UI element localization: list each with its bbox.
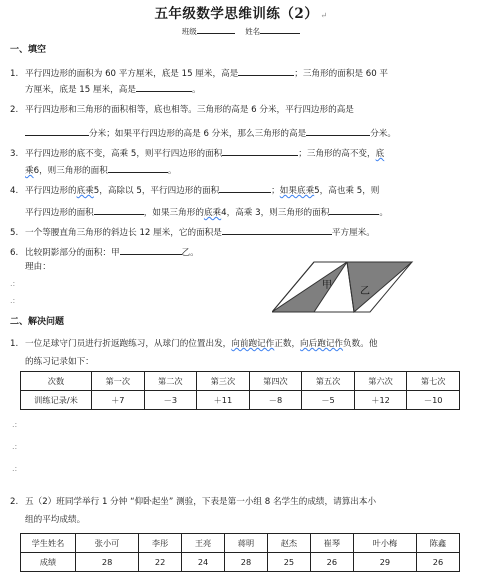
name-label: 姓名: [245, 27, 261, 36]
table-cell: 26: [310, 553, 353, 572]
table-cell: 22: [139, 553, 182, 572]
page-title: 五年级数学思维训练（2） ↵: [154, 6, 328, 22]
table-cell: 第二次: [144, 372, 197, 391]
table-cell: 第五次: [302, 372, 355, 391]
table-cell: 训练记录/米: [21, 391, 92, 410]
table-cell: 第七次: [407, 372, 460, 391]
table-cell: 陈鑫: [417, 534, 460, 553]
question-3-line-1: 3. 平行四边形的底不变，高乘 5，则平行四边形的面积 ；三角形的高不变，底: [10, 146, 384, 160]
table-cell: 次数: [21, 372, 92, 391]
label-jia: 甲: [322, 280, 332, 291]
label-yi: 乙: [360, 286, 370, 297]
table-cell: 王亮: [182, 534, 225, 553]
problem-1-line-1: 1. 一位足球守门员进行折返跑练习，从球门的位置出发，向前跑记作正数，向后跑记作负数。他: [10, 339, 378, 349]
answer-blank: [25, 126, 89, 136]
table-cell: 29: [353, 553, 416, 572]
section-problem-solving-heading: 二、解决问题: [10, 317, 65, 327]
problem-2-line-1: 2. 五（2）班同学举行 1 分钟 “仰卧起坐” 测验，下表是第一小组 8 名学生的成绩，请算出本小: [10, 497, 377, 507]
table-cell: ＋12: [354, 391, 407, 410]
question-4-line-2: 平行四边形的面积 ，如果三角形的底乘4，高乘 3，则三角形的面积 。: [25, 205, 388, 219]
table-cell: －3: [144, 391, 197, 410]
question-1-line-1: 1. 平行四边形的面积为 60 平方厘米，底是 15 厘米，高是 ；三角形的面积是 60 平: [10, 66, 388, 80]
answer-blank: [222, 146, 298, 156]
question-6-reason: 理由：: [25, 262, 51, 272]
table-cell: 赵杰: [267, 534, 310, 553]
question-4-line-1: 4. 平行四边形的底乘5，高除以 5，平行四边形的面积 ；如果底乘5，高也乘 5，则: [10, 183, 379, 197]
table-cell: 26: [417, 553, 460, 572]
table-cell: 成绩: [21, 553, 76, 572]
table-cell: 叶小梅: [353, 534, 416, 553]
answer-blank: [108, 163, 168, 173]
table-cell: 张小可: [76, 534, 139, 553]
situp-score-table: [20, 533, 460, 572]
question-3-line-2: 乘6，则三角形的面积 。: [25, 163, 176, 177]
question-5-line: 5. 一个等腰直角三角形的斜边长 12 厘米，它的面积是 平方厘米。: [10, 225, 375, 239]
answer-blank: [219, 183, 271, 193]
table-cell: －5: [302, 391, 355, 410]
table-cell: 25: [267, 553, 310, 572]
class-blank: [197, 24, 235, 34]
answer-blank: [94, 205, 144, 215]
class-name-line: [0, 24, 482, 37]
problem-2-line-2: 组的平均成绩。: [25, 515, 86, 525]
table-cell: 第三次: [197, 372, 250, 391]
shaded-region-jia: [272, 262, 347, 312]
table-cell: ＋7: [92, 391, 145, 410]
question-2-line-1: 2. 平行四边形和三角形的面积相等，底也相等。三角形的高是 6 分米，平行四边形的高是: [10, 105, 354, 115]
table-cell: 第一次: [92, 372, 145, 391]
answer-blank: [306, 126, 370, 136]
problem-1-line-2: 的练习记录如下：: [25, 357, 94, 367]
table-cell: 28: [76, 553, 139, 572]
table-cell: 第四次: [249, 372, 302, 391]
answer-blank: [120, 245, 182, 255]
table-header-row: [21, 372, 460, 391]
parallelogram-diagram: [272, 258, 417, 318]
answer-blank: [222, 225, 332, 235]
paragraph-mark: .:: [12, 420, 18, 429]
name-blank: [260, 24, 300, 34]
section-fill-blank-heading: 一、填空: [10, 45, 47, 55]
question-1-line-2: 方厘米，底是 15 厘米，高是 。: [25, 82, 201, 96]
return-mark-icon: ↵: [320, 11, 328, 20]
question-6-line: 6. 比较阴影部分的面积：甲 乙。: [10, 245, 199, 259]
paragraph-mark: .:: [10, 279, 16, 288]
table-row: [21, 391, 460, 410]
paragraph-mark: .:: [12, 464, 18, 473]
answer-blank: [329, 205, 379, 215]
table-cell: －10: [407, 391, 460, 410]
table-cell: 24: [182, 553, 225, 572]
paragraph-mark: .:: [10, 296, 16, 305]
table-cell: 崔琴: [310, 534, 353, 553]
paragraph-mark: .:: [12, 442, 18, 451]
shaded-region-yi: [347, 262, 412, 312]
table-cell: 28: [225, 553, 268, 572]
table-cell: 蒋明: [225, 534, 268, 553]
table-cell: 李彤: [139, 534, 182, 553]
table-cell: 学生姓名: [21, 534, 76, 553]
answer-blank: [238, 66, 294, 76]
training-record-table: [20, 371, 460, 410]
table-header-row: [21, 534, 460, 553]
table-row: [21, 553, 460, 572]
question-2-line-2: 分米；如果平行四边形的高是 6 分米，那么三角形的高是 分米。: [25, 126, 396, 140]
answer-blank: [136, 82, 192, 92]
class-label: 班级: [181, 27, 197, 36]
table-cell: －8: [249, 391, 302, 410]
table-cell: ＋11: [197, 391, 250, 410]
table-cell: 第六次: [354, 372, 407, 391]
